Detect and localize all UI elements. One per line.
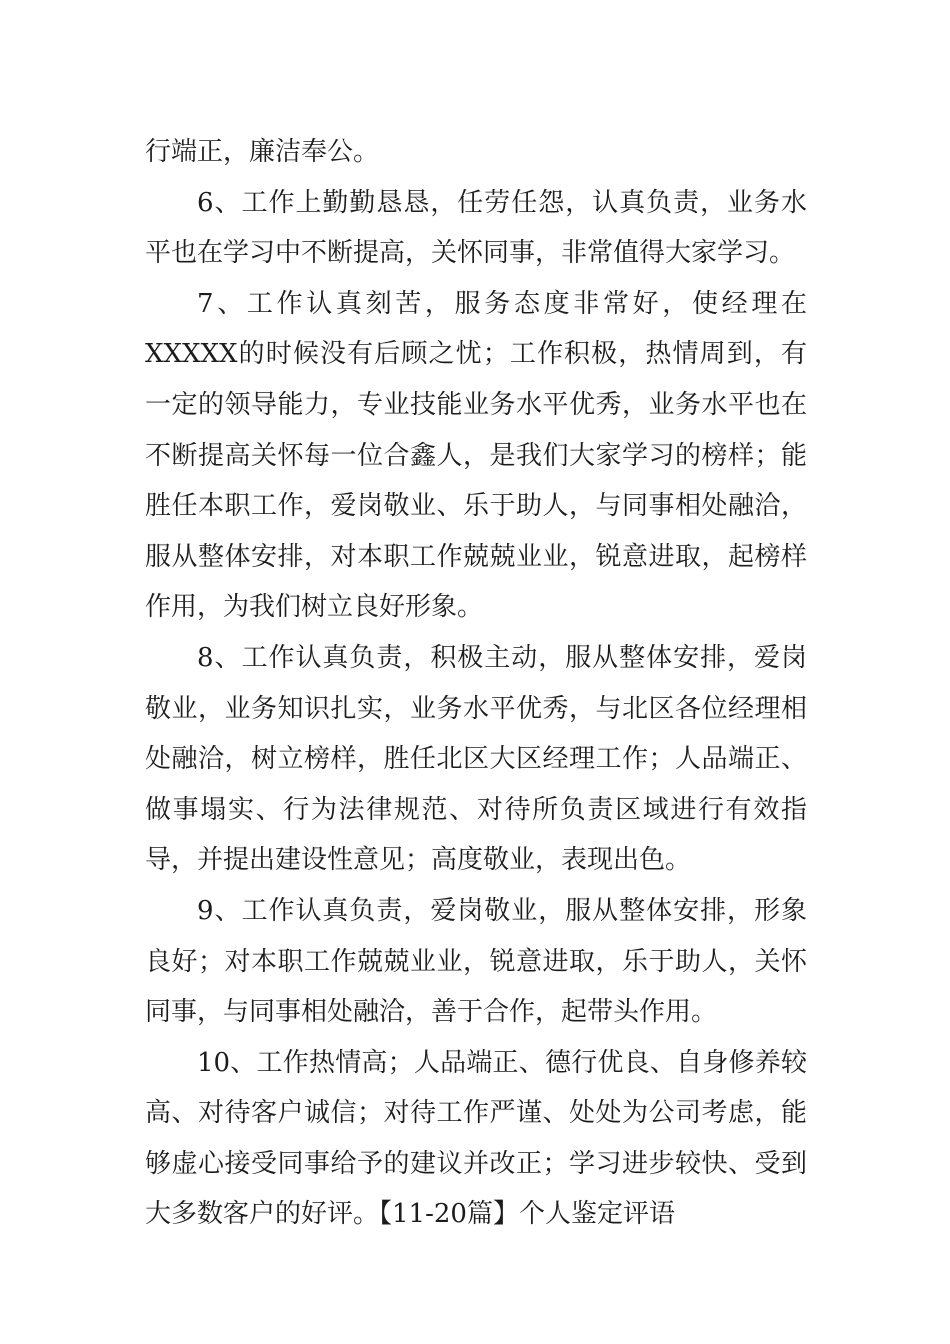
paragraph-item-8: 8、工作认真负责，积极主动，服从整体安排，爱岗敬业，业务知识扎实，业务水平优秀，与北区各位经理相处融洽，树立榜样，胜任北区大区经理工作；人品端正、做事塌实、行为法律规范、对待所负责区域进行有效指导，并提出建设性意见；高度敬业，表现出色。 — [145, 642, 807, 876]
document-body — [145, 127, 807, 1240]
paragraph-item-10: 10、工作热情高；人品端正、德行优良、自身修养较高、对待客户诚信；对待工作严谨、处处为公司考虑，能够虚心接受同事给予的建议并改正；学习进步较快、受到大多数客户的好评。【11-20篇】个人鉴定评语 — [145, 1047, 807, 1230]
paragraph-item-7: 7、工作认真刻苦，服务态度非常好，使经理在XXXXX的时候没有后顾之忧；工作积极，热情周到，有一定的领导能力，专业技能业务水平优秀，业务水平也在不断提高关怀每一位合鑫人，是我们大家学习的榜样；能胜任本职工作，爱岗敬业、乐于助人，与同事相处融洽，服从整体安排，对本职工作兢兢业业，锐意进取，起榜样作用，为我们树立良好形象。 — [145, 288, 807, 623]
paragraph-item-9: 9、工作认真负责，爱岗敬业，服从整体安排，形象良好；对本职工作兢兢业业，锐意进取，乐于助人，关怀同事，与同事相处融洽，善于合作，起带头作用。 — [145, 895, 807, 1028]
paragraph-item-6: 6、工作上勤勤恳恳，任劳任怨，认真负责，业务水平也在学习中不断提高，关怀同事，非常值得大家学习。 — [145, 187, 807, 269]
paragraph-continuation: 行端正，廉洁奉公。 — [145, 137, 380, 167]
